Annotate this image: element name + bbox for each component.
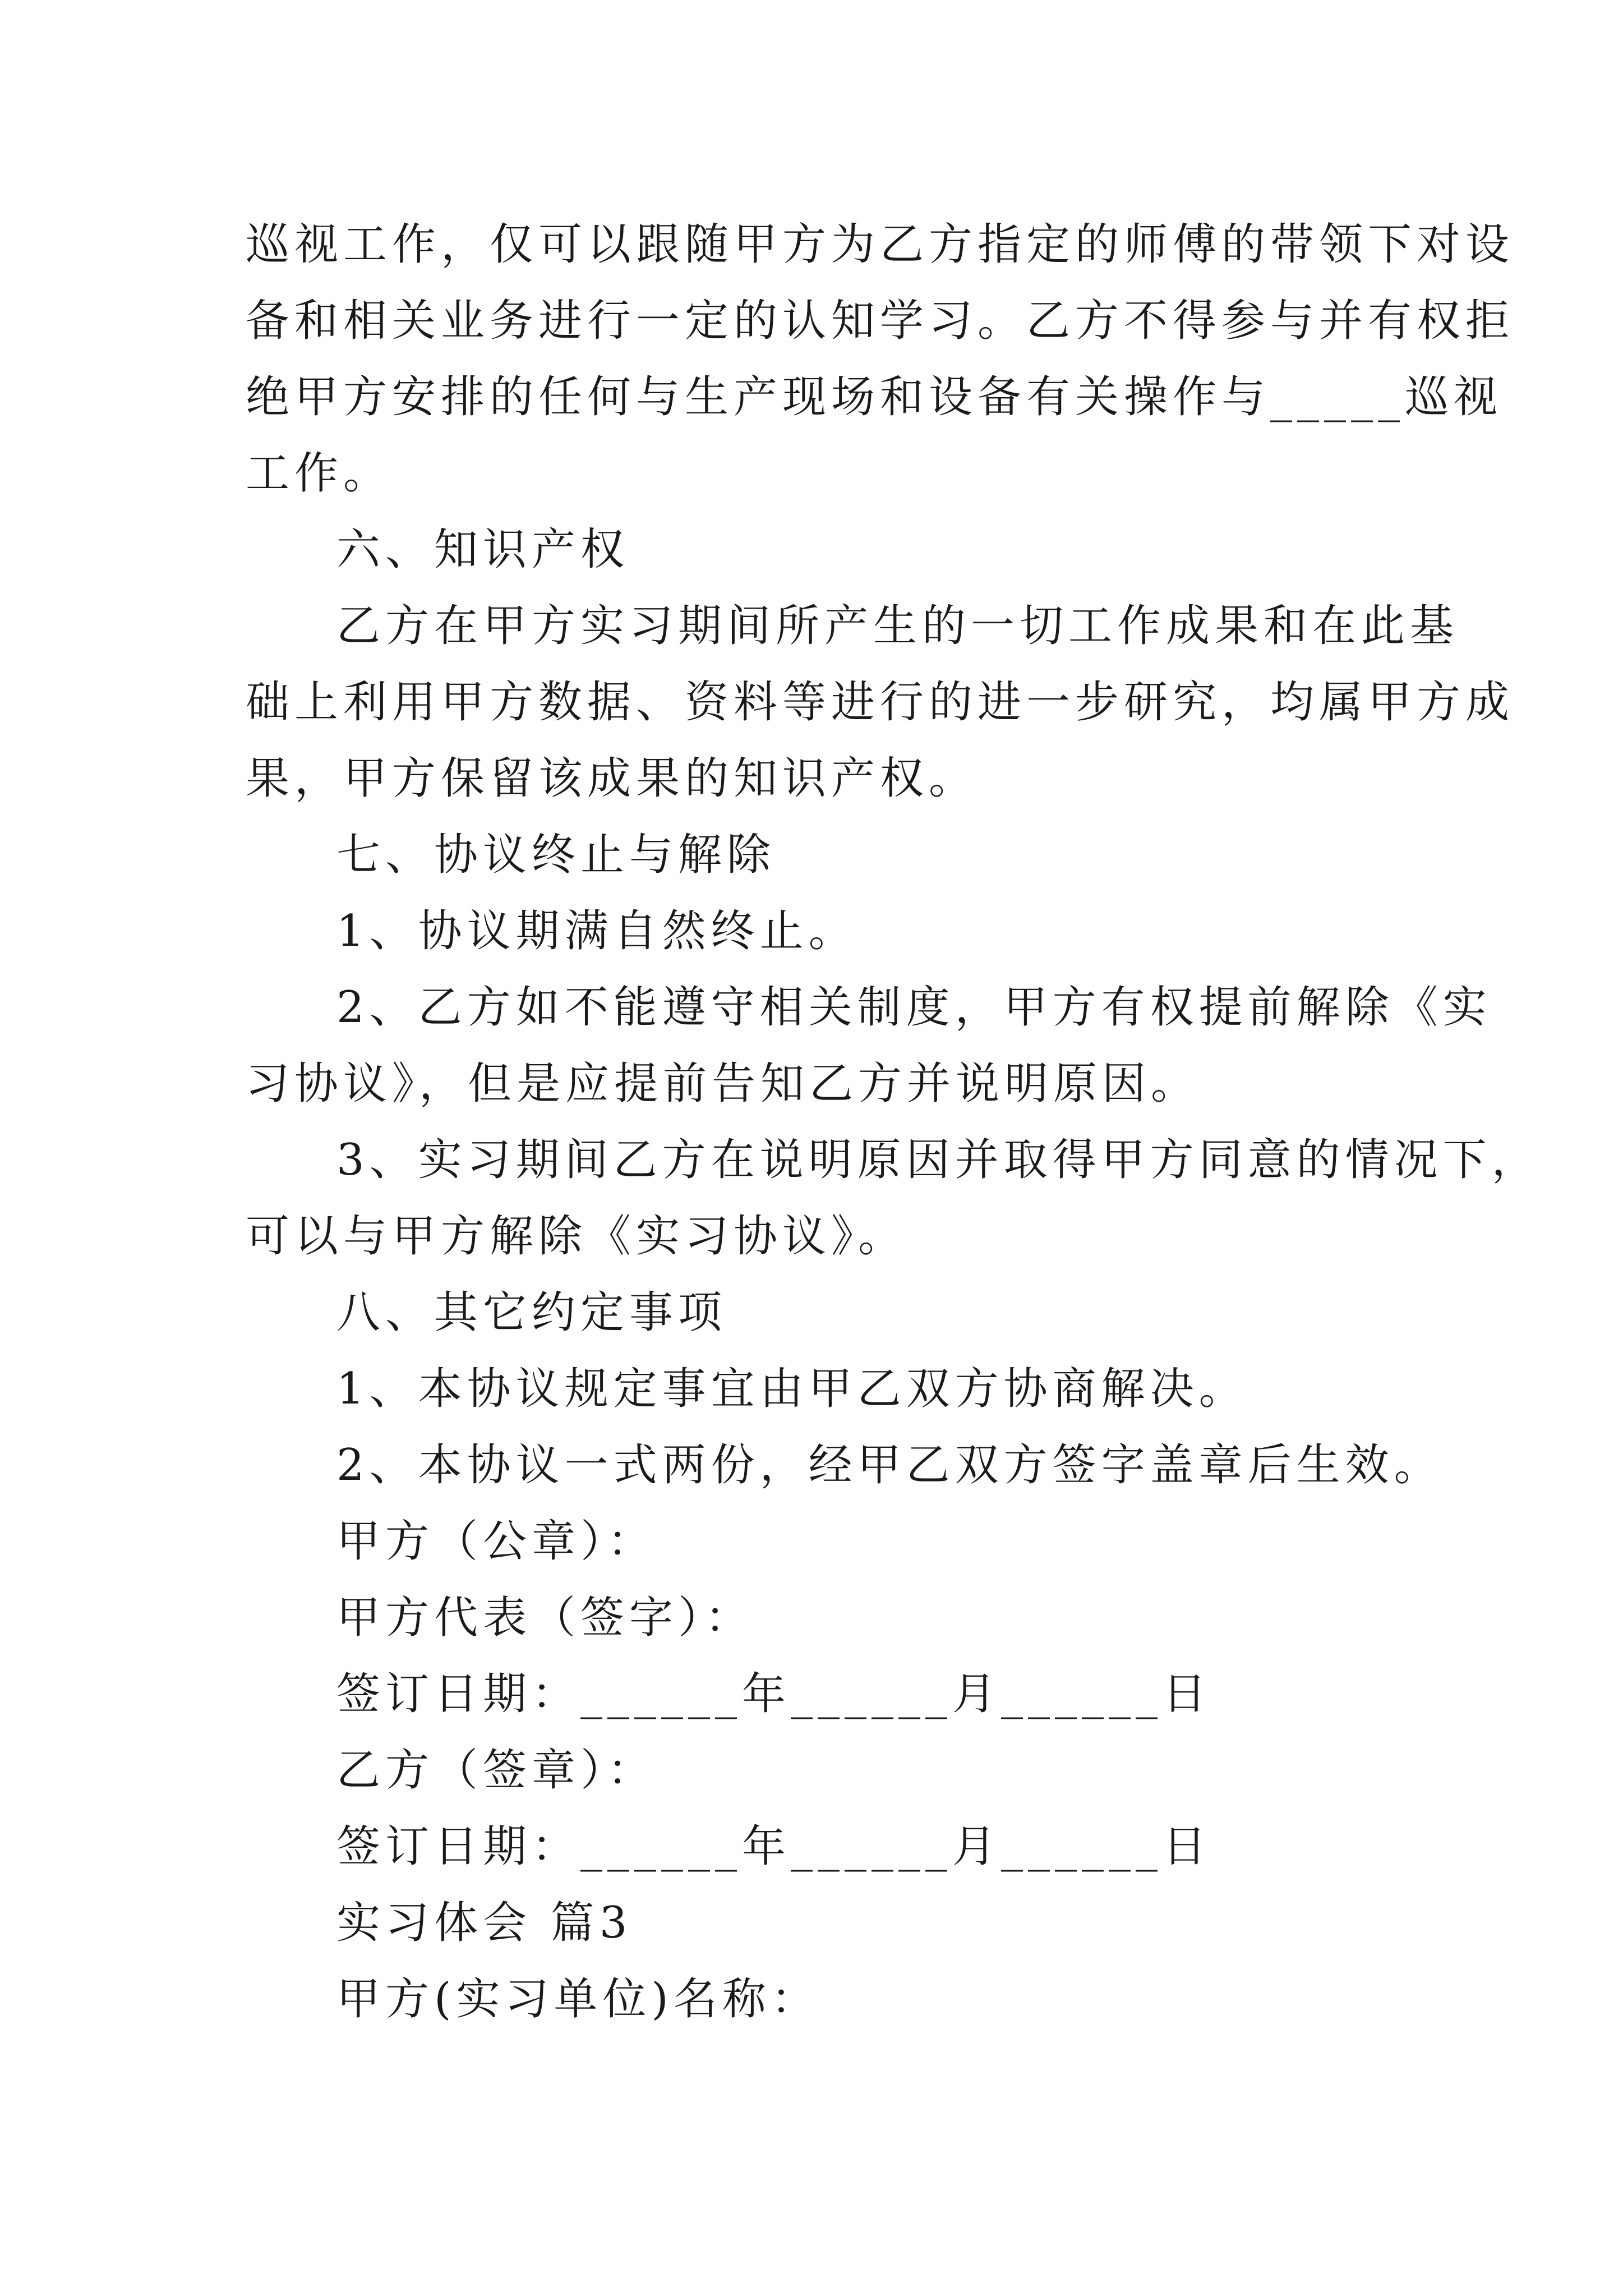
date-line: 签订日期：______年______月______日 (336, 1669, 1212, 1719)
list-item: 2、本协议一式两份，经甲乙双方签字盖章后生效。 (336, 1440, 1443, 1490)
list-item: 3、实习期间乙方在说明原因并取得甲方同意的情况下， (336, 1135, 1541, 1185)
section-heading: 八、其它约定事项 (336, 1287, 727, 1338)
text-line: 甲方(实习单位)名称： (336, 1974, 820, 2024)
text-line: 乙方在甲方实习期间所产生的一切工作成果和在此基 (336, 601, 1459, 651)
list-item: 1、本协议规定事宜由甲乙双方协商解决。 (336, 1364, 1248, 1414)
date-line: 签订日期：______年______月______日 (336, 1821, 1212, 1872)
signature-line: 甲方（公章）： (336, 1516, 657, 1567)
text-line: 习协议》，但是应提前告知乙方并说明原因。 (246, 1059, 1200, 1109)
section-title: 实习体会 篇3 (336, 1898, 633, 1948)
section-heading: 七、协议终止与解除 (336, 830, 776, 880)
text-line: 可以与甲方解除《实习协议》。 (246, 1211, 907, 1262)
text-line: 备和相关业务进行一定的认知学习。乙方不得参与并有权拒 (246, 296, 1515, 346)
text-line: 础上利用甲方数据、资料等进行的进一步研究，均属甲方成 (246, 677, 1515, 728)
text-line: 果，甲方保留该成果的知识产权。 (246, 753, 978, 804)
signature-line: 乙方（签章）： (336, 1745, 657, 1796)
list-item: 1、协议期满自然终止。 (336, 906, 857, 956)
text-line: 工作。 (246, 448, 393, 499)
signature-line: 甲方代表（签字）： (336, 1593, 754, 1643)
section-heading: 六、知识产权 (336, 524, 630, 575)
text-line: 巡视工作，仅可以跟随甲方为乙方指定的师傅的带领下对设 (246, 219, 1515, 270)
text-line: 绝甲方安排的任何与生产现场和设备有关操作与_____巡视 (246, 372, 1503, 422)
list-item: 2、乙方如不能遵守相关制度，甲方有权提前解除《实 (336, 982, 1492, 1033)
